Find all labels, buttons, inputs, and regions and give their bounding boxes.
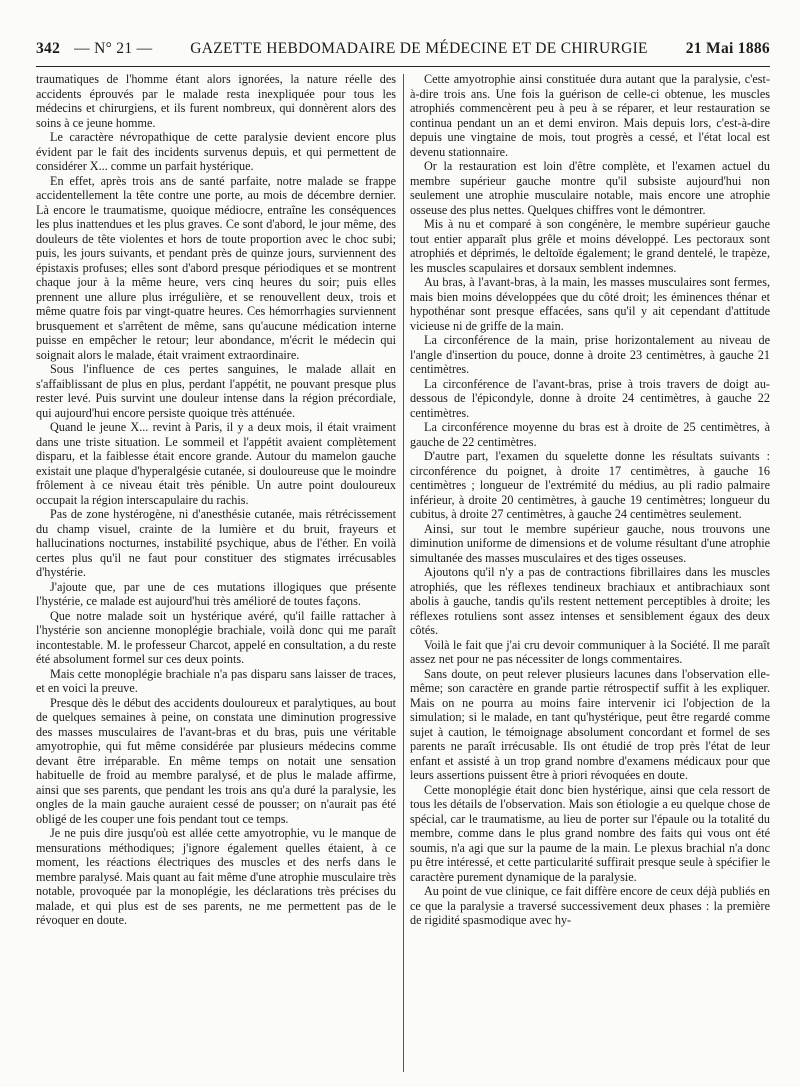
issue-date: 21 Mai 1886: [685, 40, 770, 57]
paragraph: La circonférence moyenne du bras est à droite de 25 centimètres, à gauche de 22 centimètres.: [410, 420, 770, 449]
paragraph: Pas de zone hystérogène, ni d'anesthésie cutanée, mais rétrécissement du champ visuel, crainte de la lumière et du bruit, frayeurs et hallucinations nocturnes, instabilité psychique, abus de l'éther. En voilà certes plus qu'il ne faut pour constituer des stigmates irrécusables d'hystérie.: [36, 507, 396, 579]
paragraph: Sous l'influence de ces pertes sanguines, le malade allait en s'affaiblissant de plus en plus, perdant l'appétit, ne pouvant presque plus rester levé. Puis survint une douleur intense dans la région précordiale, qui aujourd'hui encore persiste quoique très atténuée.: [36, 362, 396, 420]
paragraph: traumatiques de l'homme étant alors ignorées, la nature réelle des accidents éprouvés par le malade resta inexpliquée pour tous les médecins et chirurgiens, et ils furent nombreux, qui donnèrent alors des soins à ce jeune homme.: [36, 72, 396, 130]
right-column: [410, 72, 770, 1072]
paragraph: Cette monoplégie était donc bien hystérique, ainsi que cela ressort de tous les détails de l'observation. Mais son étiologie a eu quelque chose de spécial, car le traumatisme, au lieu de porter sur l'épaule ou la totalité du membre, comme dans le plus grand nombre des faits qui vous ont été soumis, n'a agi que sur la paume de la main. Le plexus brachial n'a donc pu être intéressé, et cette particularité suffirait presque seule à spécifier le caractère purement dynamique de la paralysie.: [410, 782, 770, 884]
paragraph: Or la restauration est loin d'être complète, et l'examen actuel du membre supérieur gauche montre qu'il subsiste aujourd'hui non seulement une atrophie musculaire notable, mais encore une atrophie osseuse des plus nettes. Quelques chiffres vont le démontrer.: [410, 159, 770, 217]
paragraph: Presque dès le début des accidents douloureux et paralytiques, au bout de quelques semaines à peine, on constata une diminution progressive des masses musculaires de l'avant-bras et du bras, puis une véritable amyotrophie, qui fut même considérée par plusieurs médecins comme devant être irréparable. En même temps on notait une sensation habituelle de froid au membre paralysé, et de plus le malade affirme, ainsi que ses parents, que pendant les trois ans qu'a duré la paralysie, les ongles de la main gauche auraient cessé de pousser; on n'aurait pas été obligé de les couper une fois pendant tout ce temps.: [36, 695, 396, 826]
paragraph: La circonférence de l'avant-bras, prise à trois travers de doigt au-dessous de l'épicondyle, donne à droite 24 centimètres, à gauche 22 centimètres.: [410, 376, 770, 420]
paragraph: Quand le jeune X... revint à Paris, il y a deux mois, il était vraiment dans une triste situation. Le sommeil et l'appétit avaient complètement disparu, et la faiblesse était encore grande. Autour du mamelon gauche existait une plaque d'hyperalgésie cutanée, si douloureuse que le moindre frôlement à ce niveau était très pénible. Un autre point douloureux occupait la région interscapulaire du rachis.: [36, 420, 396, 507]
paragraph: Je ne puis dire jusqu'où est allée cette amyotrophie, vu le manque de mensurations méthodiques; j'ignore également quelles étaient, à ce moment, les réactions électriques des muscles et des nerfs dans le membre paralysé. Mais quant au fait même d'une atrophie musculaire très notable, provoquée par la monoplégie, les déclarations très précises du malade, et qui plus est de ses parents, ne me permettent pas de le révoquer en doute.: [36, 826, 396, 927]
paragraph: Ajoutons qu'il n'y a pas de contractions fibrillaires dans les muscles atrophiés, que les réflexes tendineux brachiaux et antibrachiaux sont abolis à gauche, tandis qu'ils restent nettement perceptibles à droite; les réflexes rotuliens sont assez intenses et sensiblement égaux des deux côtés.: [410, 565, 770, 637]
paragraph: Que notre malade soit un hystérique avéré, qu'il faille rattacher à l'hystérie son ancienne monoplégie brachiale, voilà donc qui me paraît incontestable. M. le professeur Charcot, appelé en consultation, a du reste été absolument formel sur ces deux points.: [36, 608, 396, 666]
paragraph: Au point de vue clinique, ce fait diffère encore de ceux déjà publiés en ce que la paralysie a traversé successivement deux phases : la première de rigidité spasmodique avec hy-: [410, 884, 770, 927]
running-header: [36, 0, 770, 67]
paragraph: Cette amyotrophie ainsi constituée dura autant que la paralysie, c'est-à-dire trois ans. Une fois la guérison de celle-ci obtenue, les muscles atrophiés commencèrent peu à peu à se réparer, et leur restauration se continua pendant un an et demi environ. Mais depuis lors, c'est-à-dire depuis une vingtaine de mois, tout progrès a cessé, et l'état local est devenu stationnaire.: [410, 72, 770, 159]
paragraph: Au bras, à l'avant-bras, à la main, les masses musculaires sont fermes, mais bien moins développées que du côté droit; les éminences thénar et hypothénar sont presque effacées, sans qu'il y ait cependant d'attitude vicieuse ni de griffe de la main.: [410, 275, 770, 333]
column-divider: [403, 74, 404, 1072]
article-body: [36, 72, 770, 1072]
paragraph: Mis à nu et comparé à son congénère, le membre supérieur gauche tout entier apparaît plus grêle et moins développé. Les pectoraux sont atrophiés et déprimés, le deltoïde également; le grand dentelé, le trapèze, les muscles scapulaires et dorsaux semblent indemnes.: [410, 217, 770, 275]
left-column: [36, 72, 396, 1072]
page-number: 342: [36, 40, 61, 57]
paragraph: Ainsi, sur tout le membre supérieur gauche, nous trouvons une diminution uniforme de dimensions et de volume résultant d'une atrophie simultanée des masses musculaires et des tiges osseuses.: [410, 521, 770, 565]
paragraph: En effet, après trois ans de santé parfaite, notre malade se frappe accidentellement la tête contre une porte, au mois de décembre dernier. Là encore le traumatisme, quoique médiocre, entraîne les conséquences les plus inattendues et les plus graves. Ce sont d'abord, le jour même, des douleurs de tête violentes et hors de toute proportion avec le choc subi; puis, les jours suivants, et pendant près de quinze jours, surviennent des épistaxis profuses; elles sont d'abord presque périodiques et se montrent chaque jour à la même heure, vers cinq heures du soir; puis elles prennent une allure plus irrégulière, et se renouvellent deux, trois et même quatre fois par vingt-quatre heures. Ces hémorrhagies surviennent brusquement et s'arrêtent de même, sans qu'aucune médication interne puisse en empêcher le retour; leur abondance, m'écrit le médecin qui soignait alors le malade, était vraiment extraordinaire.: [36, 173, 396, 362]
journal-title: GAZETTE HEBDOMADAIRE DE MÉDECINE ET DE CHIRURGIE: [190, 40, 648, 57]
paragraph: La circonférence de la main, prise horizontalement au niveau de l'angle d'insertion du pouce, donne à droite 23 centimètres, à gauche 21 centimètres.: [410, 333, 770, 376]
paragraph: Le caractère névropathique de cette paralysie devient encore plus évident par le fait des incidents survenus depuis, et qui permettent de considérer X... comme un parfait hystérique.: [36, 130, 396, 173]
paragraph: J'ajoute que, par une de ces mutations illogiques que présente l'hystérie, ce malade est aujourd'hui très amélioré de toutes façons.: [36, 579, 396, 608]
paragraph: Mais cette monoplégie brachiale n'a pas disparu sans laisser de traces, et en voici la preuve.: [36, 666, 396, 695]
paragraph: Sans doute, on peut relever plusieurs lacunes dans l'observation elle-même; son caractère en grande partie rétrospectif suffit à les expliquer. Mais on ne pourra au moins faire intervenir ici l'objection de la simulation; si le malade, en tant qu'hystérique, peut être regardé comme sujet à caution, le témoignage absolument concordant et formel de ses parents ne paraît irrécusable. Ils ont étudié de trop près l'état de leur enfant et assisté à un trop grand nombre d'examens médicaux pour que leurs assertions puissent être à priori révoquées en doute.: [410, 666, 770, 782]
paragraph: D'autre part, l'examen du squelette donne les résultats suivants : circonférence du poignet, à droite 17 centimètres, à gauche 16 centimètres ; longueur de l'extrémité du médius, au pli radio palmaire inférieur, à droite 20 centimètres, à gauche 19 centimètres; longueur du cubitus, à droite 27 centimètres, à gauche 24 centimètres seulement.: [410, 449, 770, 521]
paragraph: Voilà le fait que j'ai cru devoir communiquer à la Société. Il me paraît assez net pour ne pas nécessiter de longs commentaires.: [410, 637, 770, 666]
issue-number: — N° 21 —: [74, 40, 153, 57]
